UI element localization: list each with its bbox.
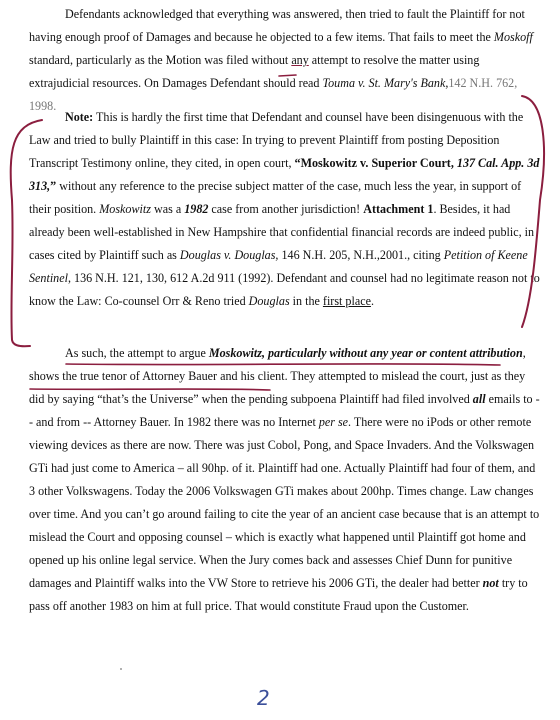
p2-citation-douglas: 146 N.H. 205, N.H.,2001., citing [278, 248, 444, 262]
p3-comma: , [522, 346, 526, 360]
p2-first-place: first place [322, 294, 371, 308]
p3-emphasis: Moskowitz, particularly without any year or content attribution [208, 346, 523, 360]
p2-text-r: in the [289, 294, 323, 308]
p2-text-l: . Besides, it had already been well-established in New Hampshire that confidential financial records are indeed public, in cases cited by Plaintiff such as [29, 202, 535, 262]
p2-year-1982: 1982 [184, 202, 209, 216]
p2-period: . [370, 294, 374, 308]
p1-case-moskoff: Moskoff [493, 30, 533, 44]
p2-case-keene: Petition of Keene Sentinel [29, 248, 528, 285]
p3-all: all [472, 392, 486, 406]
p1-case-touma: Touma v. St. Mary's Bank, [322, 76, 449, 90]
p1-underlined-any: any [291, 53, 309, 67]
p3-text-i: . There were no iPods or other remote viewing devices as there are now. There was just Cobol, Pong, and Space Invaders. And the Volkswagen GTi had just come to America – all 90hp. of it. Plaintiff had one. Actually Plaintiff had four of them, and 3 other Volkswagens. Today the 2006 Volkswagen GTi makes about 200hp. Times change. Law changes over time. And you can’t go around failing to cite the year of an ancient case because that is an attempt to mislead the Court and opposing counsel – which is exactly what happened until Plaintiff got home and opened up his online legal service. When the Jury comes back and assesses Chief Dunn for punitive damages and Plaintiff walks into the VW Store to retrieve his 2006 GTi, the dealer had better [29, 415, 540, 590]
p1-text-c: standard, particularly as the Motion was filed without [29, 53, 292, 67]
p3-text-a: As such, the attempt to argue [65, 346, 209, 360]
p2-citation-moskowitz: 137 Cal. App. 3d 313, [29, 156, 540, 193]
p2-case-douglas: Douglas v. Douglas, [179, 248, 279, 262]
paragraph-note [29, 106, 541, 313]
p3-text-e: They attempted to mislead the court, just as they did by saying “that’s the Universe” when the pending subpoena Plaintiff had filed involved [29, 369, 526, 406]
p2-text-f: without any reference to the precise subject matter of the case, much less the year, in support of their position. [29, 179, 522, 216]
p2-quote-close: ” [50, 179, 57, 193]
p2-case-douglas-short: Douglas [248, 294, 290, 308]
p2-text-p: , 136 N.H. 121, 130, 612 A.2d 911 (1992). Defendant and counsel had no legitimate reason not to know the Law: Co-counsel Orr & Reno tried [29, 271, 540, 308]
p2-case-moskowitz: “Moskowitz v. Superior Court, [294, 156, 457, 170]
p2-text-b: This is hardly the first time that Defendant and counsel have been disingenuous with the Law and tried to bully Plaintiff in this case: In trying to prevent Plaintiff from posting Deposition Transcript Testimony online, they cited, in open court, [29, 110, 524, 170]
p3-text-k: try to pass off another 1983 on him at full price. That would constitute Fraud upon the Customer. [29, 576, 528, 613]
p2-case-moskowitz-short: Moskowitz [99, 202, 151, 216]
p1-text-a: Defendants acknowledged that everything was answered, then tried to fault the Plaintiff for not having enough proof of Damages and because he objected to a few items. That fails to meet the [29, 7, 525, 44]
attachment-reference: Attachment 1 [363, 202, 434, 216]
note-label: Note: [65, 110, 94, 124]
p1-text-e: attempt to resolve the matter using extrajudicial resources. On Damages Defendant should read [29, 53, 480, 90]
p1-citation: 142 N.H. 762, 1998. [29, 76, 518, 113]
stray-dot [120, 668, 122, 670]
paragraph-tenor [29, 342, 541, 618]
p3-not: not [482, 576, 499, 590]
page-number: 2 [257, 686, 270, 710]
p3-text-g: emails to -- and from -- Attorney Bauer. In 1982 there was no Internet [29, 392, 540, 429]
paragraph-damages [29, 3, 541, 118]
p2-text-j: case from another jurisdiction! [208, 202, 364, 216]
p3-underlined-sentence: shows the true tenor of Attorney Bauer and his client. [29, 369, 288, 383]
p2-text-h: was a [150, 202, 185, 216]
p3-per-se: per se [318, 415, 349, 429]
